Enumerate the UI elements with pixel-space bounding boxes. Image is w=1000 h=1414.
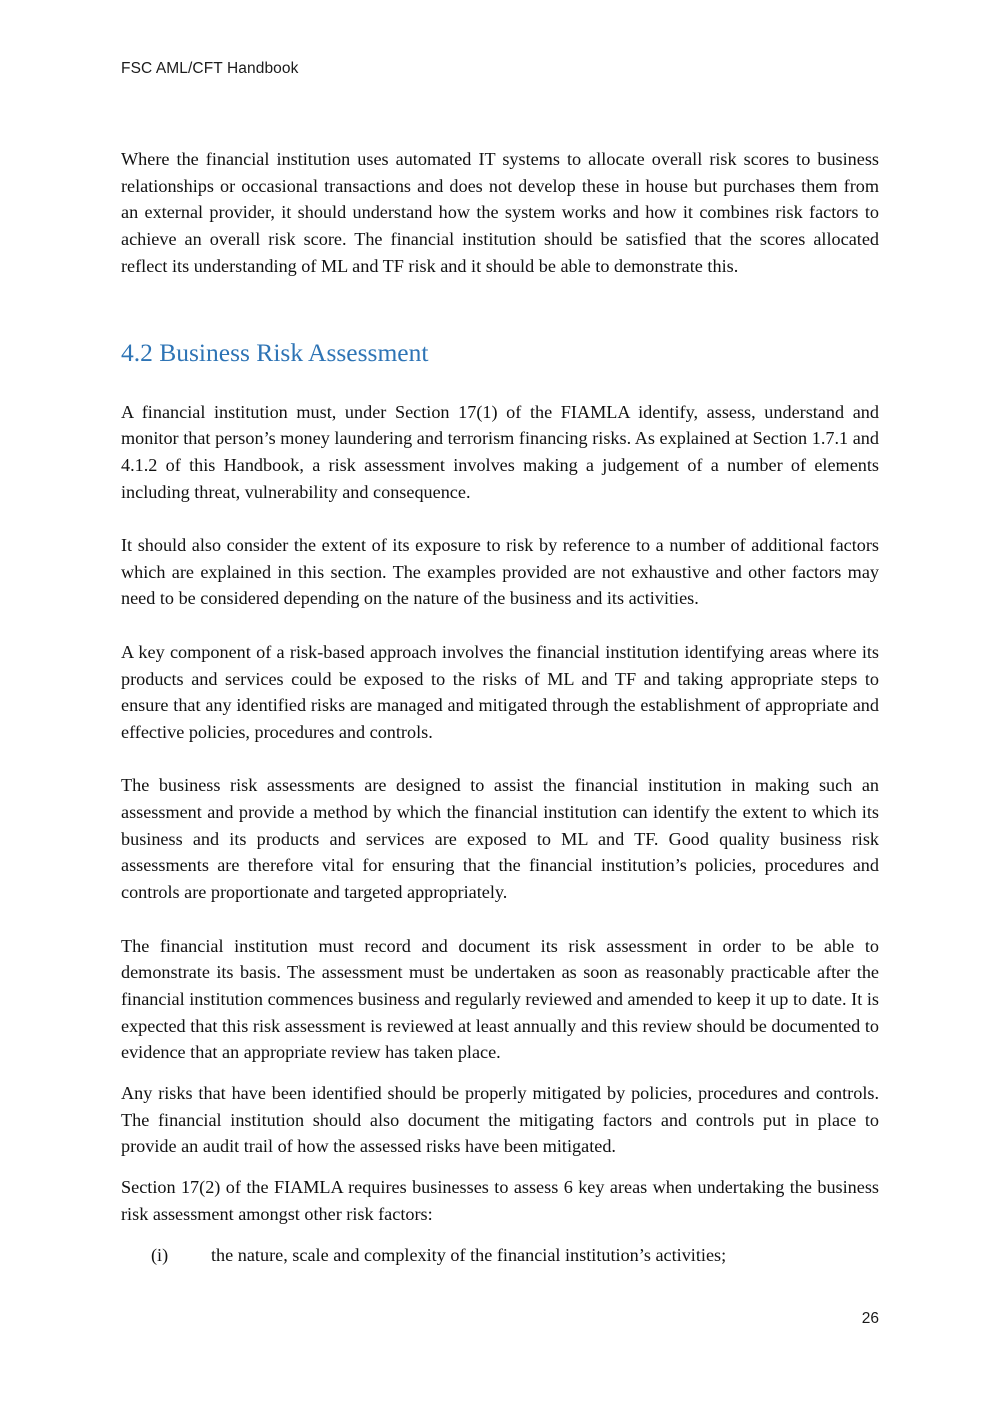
paragraph-4: The business risk assessments are designed to assist the financial institution in making such an assessment and provide a method by which the financial institution can identify the extent to which its business and its products and services are exposed to ML and TF. Good quality business risk assessments are therefore vital for ensuring that the financial institution’s policies, procedures and controls are proportionate and targeted appropriately. — [121, 775, 879, 903]
list-item — [121, 1242, 879, 1269]
page-content — [121, 146, 879, 1268]
paragraph-2: It should also consider the extent of its exposure to risk by reference to a number of additional factors which are explained in this section. The examples provided are not exhaustive and other factors may need to be considered depending on the nature of the business and its activities. — [121, 535, 879, 609]
page-number: 26 — [861, 1310, 879, 1327]
paragraph-6: Any risks that have been identified should be properly mitigated by policies, procedures and controls. The financial institution should also document the mitigating factors and controls put in place to provide an audit trail of how the assessed risks have been mitigated. — [121, 1083, 879, 1157]
paragraph-3: A key component of a risk-based approach involves the financial institution identifying areas where its products and services could be exposed to the risks of ML and TF and taking appropriate steps to ensure that any identified risks are managed and mitigated through the establishment of appropriate and effective policies, procedures and controls. — [121, 641, 879, 742]
paragraph-5: The financial institution must record and document its risk assessment in order to be able to demonstrate its basis. The assessment must be undertaken as soon as reasonably practicable after the financial institution commences business and regularly reviewed and amended to keep it up to date. It is expected that this risk assessment is reviewed at least annually and this review should be documented to evidence that an appropriate review has taken place. — [121, 935, 879, 1063]
list-item-marker: (i) — [151, 1244, 169, 1265]
section-heading: 4.2 Business Risk Assessment — [121, 337, 429, 367]
paragraph-1: A financial institution must, under Section 17(1) of the FIAMLA identify, assess, understand and monitor that person’s money laundering and terrorism financing risks. As explained at Section 1.7.1 and 4.1.2 of this Handbook, a risk assessment involves making a judgement of a number of elements including threat, vulnerability and consequence. — [121, 401, 879, 502]
intro-paragraph: Where the financial institution uses automated IT systems to allocate overall risk scores to business relationships or occasional transactions and does not develop these in house but purchases them from an external provider, it should understand how the system works and how it combines risk factors to achieve an overall risk score. The financial institution should be satisfied that the scores allocated reflect its understanding of ML and TF risk and it should be able to demonstrate this. — [121, 149, 879, 276]
list-item-text: the nature, scale and complexity of the financial institution’s activities; — [211, 1244, 727, 1265]
paragraph-7: Section 17(2) of the FIAMLA requires businesses to assess 6 key areas when undertaking the business risk assessment amongst other risk factors: — [121, 1177, 879, 1224]
running-header: FSC AML/CFT Handbook — [121, 60, 299, 77]
